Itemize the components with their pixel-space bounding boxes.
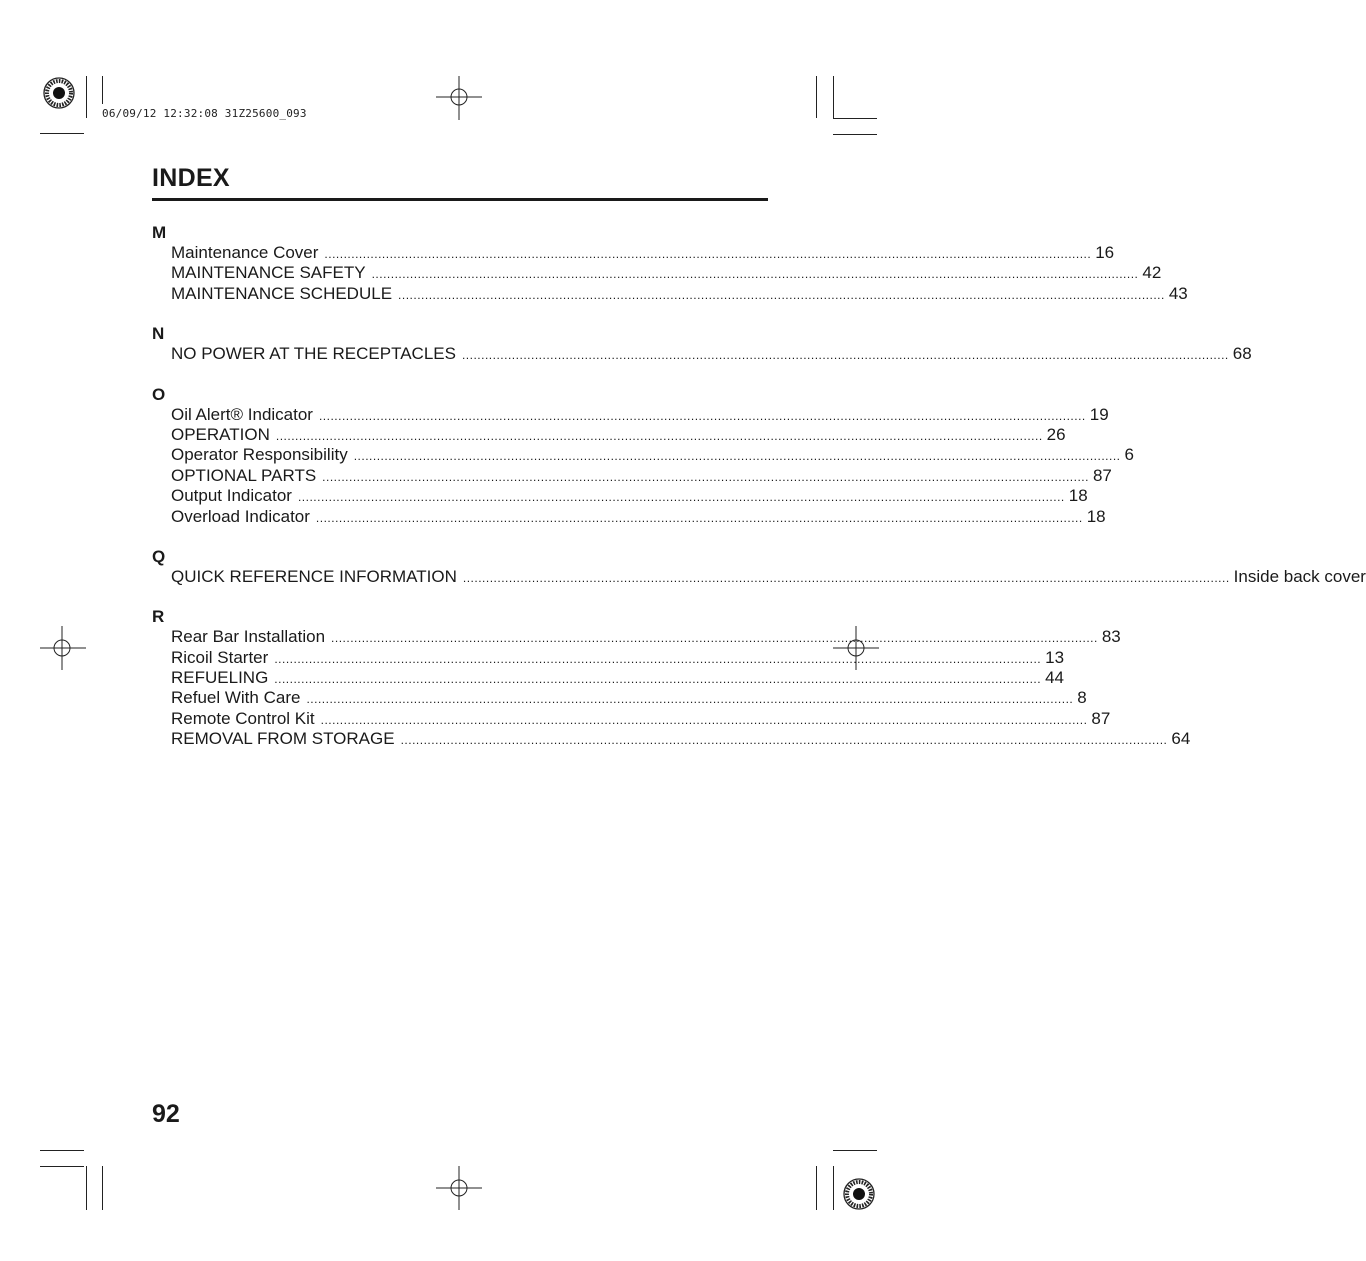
section-letter: M <box>152 223 167 242</box>
dot-leader: ........................................................................................................................................................................................................ <box>400 733 1168 748</box>
entry-label: Oil Alert® Indicator <box>171 404 313 424</box>
entry-label: Operator Responsibility <box>171 445 348 465</box>
index-entry <box>152 486 1088 506</box>
entry-page: Inside back cover <box>1233 566 1366 586</box>
entry-page: 68 <box>1232 344 1252 364</box>
entry-label: OPERATION <box>171 424 270 444</box>
section-letter: Q <box>152 546 166 566</box>
index-entry <box>152 344 1252 364</box>
entry-page: 6 <box>1124 445 1134 465</box>
entry-page: 19 <box>1089 404 1109 424</box>
index-entry <box>152 506 1106 527</box>
entry-label: Rear Bar Installation <box>171 627 326 647</box>
index-entry <box>152 566 1366 587</box>
dot-leader: ........................................................................................................................................................................................................ <box>275 428 1043 443</box>
index-entry <box>152 688 1087 708</box>
entry-page: 42 <box>1142 263 1162 283</box>
entry-label: Overload Indicator <box>171 506 310 526</box>
index-section-r <box>152 606 1191 749</box>
entry-page: 64 <box>1171 729 1191 749</box>
entry-label: OPTIONAL PARTS <box>171 465 317 485</box>
dot-leader: ........................................................................................................................................................................................................ <box>318 408 1086 423</box>
section-letter: O <box>152 384 166 404</box>
index-entry <box>152 627 1121 647</box>
registration-target-bottom-right-icon <box>842 1177 876 1211</box>
index-entry <box>152 445 1134 465</box>
index-entry <box>152 243 1115 263</box>
dot-leader: ........................................................................................................................................................................................................ <box>371 267 1139 282</box>
section-letter: N <box>152 324 165 344</box>
registration-target-top-left-icon <box>42 76 76 110</box>
index-entry <box>152 465 1112 486</box>
index-section-o <box>152 384 1134 527</box>
dot-leader: ........................................................................................................................................................................................................ <box>320 712 1088 727</box>
dot-leader: ........................................................................................................................................................................................................ <box>315 510 1083 525</box>
index-section-m <box>152 222 1188 304</box>
page-number: 92 <box>152 1100 180 1128</box>
dot-leader: ........................................................................................................................................................................................................ <box>274 651 1042 666</box>
entry-label: Output Indicator <box>171 486 292 506</box>
dot-leader: ........................................................................................................................................................................................................ <box>461 348 1229 363</box>
dot-leader: ........................................................................................................................................................................................................ <box>398 287 1165 302</box>
entry-page: 13 <box>1045 647 1065 667</box>
entry-label: NO POWER AT THE RECEPTACLES <box>171 344 456 364</box>
crosshair-left-icon <box>40 626 86 670</box>
index-entry <box>152 424 1066 445</box>
index-entry <box>152 668 1065 688</box>
index-list <box>152 222 1366 769</box>
entry-label: REFUELING <box>171 668 269 688</box>
index-entry <box>152 404 1109 425</box>
title-rule <box>152 198 768 201</box>
entry-page: 87 <box>1092 465 1112 485</box>
entry-page: 16 <box>1095 243 1115 262</box>
index-section-q <box>152 546 1366 587</box>
index-entry <box>152 708 1111 729</box>
dot-leader: ........................................................................................................................................................................................................ <box>297 490 1065 505</box>
dot-leader: ........................................................................................................................................................................................................ <box>353 449 1121 464</box>
crosshair-top-icon <box>436 76 482 120</box>
index-entry <box>152 729 1191 749</box>
crosshair-bottom-icon <box>436 1166 482 1210</box>
entry-label: Refuel With Care <box>171 688 301 708</box>
entry-page: 43 <box>1168 283 1188 303</box>
entry-label: QUICK REFERENCE INFORMATION <box>171 566 457 586</box>
entry-label: MAINTENANCE SCHEDULE <box>171 283 393 303</box>
entry-label: MAINTENANCE SAFETY <box>171 263 366 283</box>
dot-leader: ........................................................................................................................................................................................................ <box>331 631 1098 646</box>
section-letter: R <box>152 607 165 627</box>
entry-page: 83 <box>1101 627 1121 647</box>
entry-label: REMOVAL FROM STORAGE <box>171 729 395 749</box>
entry-page: 44 <box>1045 668 1065 688</box>
index-section-n <box>152 323 1252 364</box>
entry-page: 18 <box>1068 486 1088 506</box>
entry-label: Ricoil Starter <box>171 647 269 667</box>
dot-leader: ........................................................................................................................................................................................................ <box>324 247 1092 261</box>
dot-leader: ........................................................................................................................................................................................................ <box>274 672 1042 687</box>
dot-leader: ........................................................................................................................................................................................................ <box>462 570 1230 585</box>
index-entry <box>152 283 1188 304</box>
index-entry <box>152 647 1065 668</box>
entry-page: 18 <box>1086 506 1106 526</box>
entry-page: 87 <box>1091 708 1111 728</box>
print-stamp: 06/09/12 12:32:08 31Z25600_093 <box>102 107 307 120</box>
dot-leader: ........................................................................................................................................................................................................ <box>322 469 1089 484</box>
index-entry <box>152 263 1162 283</box>
entry-page: 8 <box>1077 688 1087 708</box>
entry-label: Maintenance Cover <box>171 243 319 262</box>
entry-label: Remote Control Kit <box>171 708 315 728</box>
dot-leader: ........................................................................................................................................................................................................ <box>306 692 1074 707</box>
entry-page: 26 <box>1046 424 1066 444</box>
page-title: INDEX <box>152 164 230 192</box>
